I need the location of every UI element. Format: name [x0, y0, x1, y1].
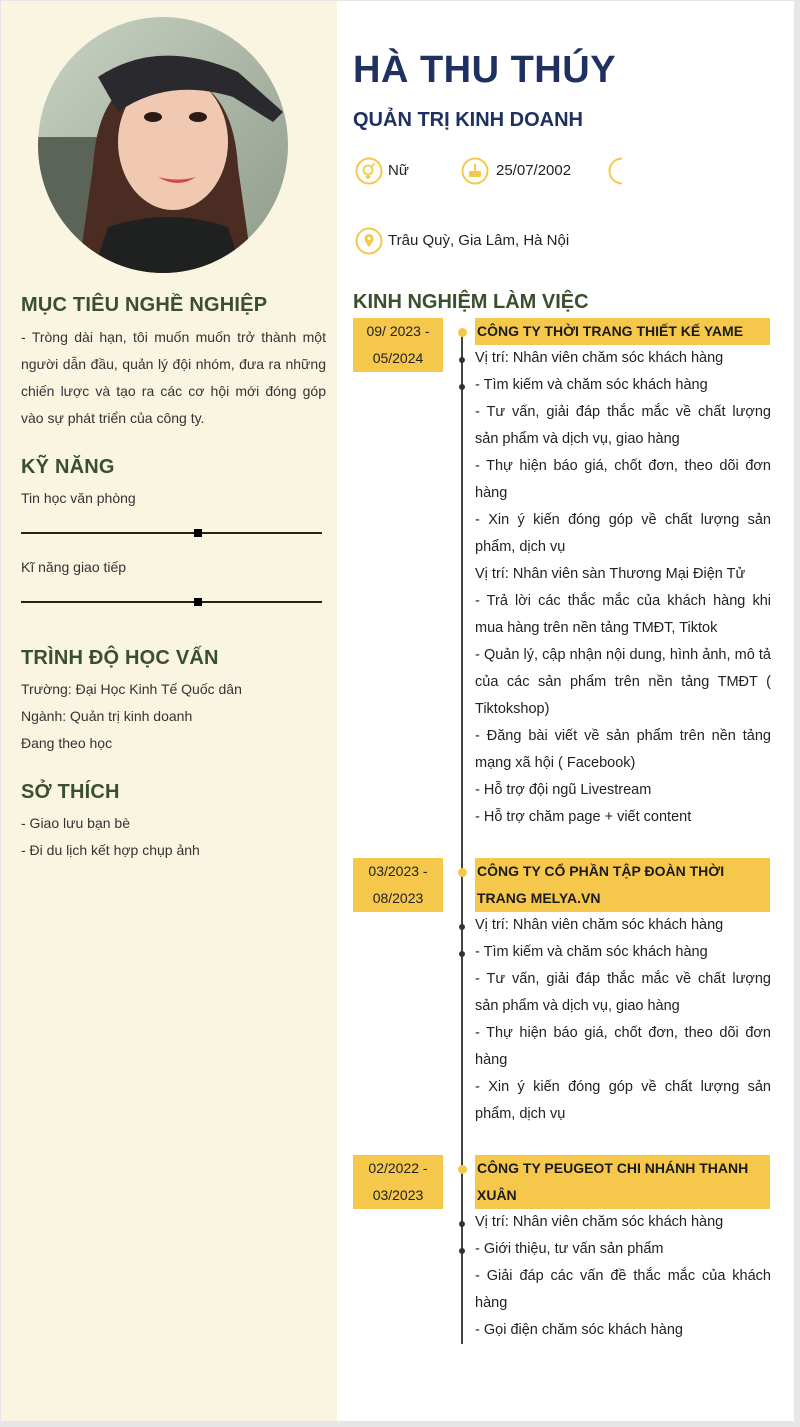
skill-level-marker — [194, 598, 202, 606]
education-line: Ngành: Quản trị kinh doanh — [21, 708, 193, 724]
job-title: QUẢN TRỊ KINH DOANH — [353, 109, 583, 131]
job-date-to: 05/2024 — [372, 350, 424, 366]
job-line: - Xin ý kiến đóng góp về chất lượng sản phẩm, dịch vụ — [475, 512, 771, 555]
phone-icon — [608, 157, 636, 185]
job-date-to: 08/2023 — [372, 890, 424, 906]
job-line: - Đăng bài viết về sản phẩm trên nền tảng mạng xã hội ( Facebook) — [475, 728, 771, 771]
job-line: Vị trí: Nhân viên sàn Thương Mại Điện Tử — [475, 566, 746, 582]
gender-value: Nữ — [388, 162, 409, 179]
job-line: - Hỗ trợ đội ngũ Livestream — [475, 782, 652, 798]
timeline-bullet — [459, 384, 465, 390]
timeline-bullet — [459, 924, 465, 930]
job-line: - Tư vấn, giải đáp thắc mắc về chất lượng sản phẩm và dịch vụ, giao hàng — [475, 404, 771, 447]
sidebar — [1, 1, 337, 1421]
education-line: Đang theo học — [21, 735, 113, 751]
skill-label: Tin học văn phòng — [21, 490, 136, 506]
job-date-from: 03/2023 - — [368, 863, 428, 879]
skills-heading: KỸ NĂNG — [21, 456, 115, 478]
company-name: CÔNG TY THỜI TRANG THIẾT KẾ YAME — [475, 318, 770, 345]
location-icon — [355, 227, 383, 255]
objective-text: - Tròng dài hạn, tôi muốn muốn trở thành một người dẫn đầu, quản lý đội nhóm, đưa ra những chiến lược và tạo ra các cơ hội mới đóng góp vào sự phát triển của công ty. — [21, 329, 326, 426]
company-name: CÔNG TY PEUGEOT CHI NHÁNH THANH XUÂN — [475, 1155, 770, 1209]
hobby-line: - Đi du lịch kết hợp chụp ảnh — [21, 842, 200, 858]
education-line: Trường: Đại Học Kinh Tế Quốc dân — [21, 681, 242, 697]
job-line: - Giải đáp các vấn đề thắc mắc của khách hàng — [475, 1268, 771, 1311]
job-line: - Hỗ trợ chăm page + viết content — [475, 809, 692, 825]
skill-level-bar — [21, 532, 322, 534]
experience-heading: KINH NGHIỆM LÀM VIỆC — [353, 291, 589, 313]
hobby-line: - Giao lưu bạn bè — [21, 815, 130, 831]
timeline-bullet — [459, 1248, 465, 1254]
timeline-bullet — [459, 357, 465, 363]
job-line: - Tư vấn, giải đáp thắc mắc về chất lượng sản phẩm và dịch vụ, giao hàng — [475, 971, 771, 1014]
job-date — [353, 858, 443, 912]
objective-heading: MỤC TIÊU NGHỀ NGHIỆP — [21, 294, 268, 316]
job-line: Vị trí: Nhân viên chăm sóc khách hàng — [475, 350, 724, 366]
timeline-line — [461, 331, 463, 1344]
job-date-to: 03/2023 — [372, 1187, 424, 1203]
profile-photo — [38, 17, 288, 273]
job-date-from: 02/2022 - — [368, 1160, 428, 1176]
job-line: Vị trí: Nhân viên chăm sóc khách hàng — [475, 1214, 724, 1230]
job-line: - Xin ý kiến đóng góp về chất lượng sản phẩm, dịch vụ — [475, 1079, 771, 1122]
address-value: Trâu Quỳ, Gia Lâm, Hà Nội — [388, 232, 570, 249]
full-name: HÀ THU THÚY — [353, 49, 617, 91]
timeline-marker — [458, 868, 467, 877]
job-line: - Gọi điện chăm sóc khách hàng — [475, 1322, 683, 1338]
gender-icon — [355, 157, 383, 185]
job-line: - Trả lời các thắc mắc của khách hàng khi mua hàng trên nền tảng TMĐT, Tiktok — [475, 593, 771, 636]
skill-label: Kĩ năng giao tiếp — [21, 559, 127, 575]
timeline-marker — [458, 1165, 467, 1174]
job-date-from: 09/ 2023 - — [366, 323, 430, 339]
timeline-marker — [458, 328, 467, 337]
cv-page — [1, 1, 794, 1421]
birthday-cake-icon — [461, 157, 489, 185]
job-line: - Quản lý, cập nhận nội dung, hình ảnh, mô tả của các sản phẩm trên nền tảng TMĐT ( Tiktokshop) — [475, 647, 771, 717]
job-line: - Thự hiện báo giá, chốt đơn, theo dõi đơn hàng — [475, 458, 771, 501]
job-date — [353, 1155, 443, 1209]
job-line: - Tìm kiếm và chăm sóc khách hàng — [475, 944, 708, 960]
timeline-bullet — [459, 951, 465, 957]
hobbies-heading: SỞ THÍCH — [21, 781, 120, 803]
job-description — [475, 345, 771, 831]
job-line: - Giới thiệu, tư vấn sản phẩm — [475, 1241, 664, 1257]
timeline-bullet — [459, 1221, 465, 1227]
job-date — [353, 318, 443, 372]
job-description — [475, 912, 771, 1128]
skill-level-bar — [21, 601, 322, 603]
company-name: CÔNG TY CỔ PHẦN TẬP ĐOÀN THỜI TRANG MELYA.VN — [475, 858, 770, 912]
skill-level-marker — [194, 529, 202, 537]
job-description — [475, 1209, 771, 1344]
education-heading: TRÌNH ĐỘ HỌC VẤN — [21, 647, 219, 669]
job-line: Vị trí: Nhân viên chăm sóc khách hàng — [475, 917, 724, 933]
job-line: - Tìm kiếm và chăm sóc khách hàng — [475, 377, 708, 393]
birthday-value: 25/07/2002 — [496, 162, 572, 179]
job-line: - Thự hiện báo giá, chốt đơn, theo dõi đơn hàng — [475, 1025, 771, 1068]
